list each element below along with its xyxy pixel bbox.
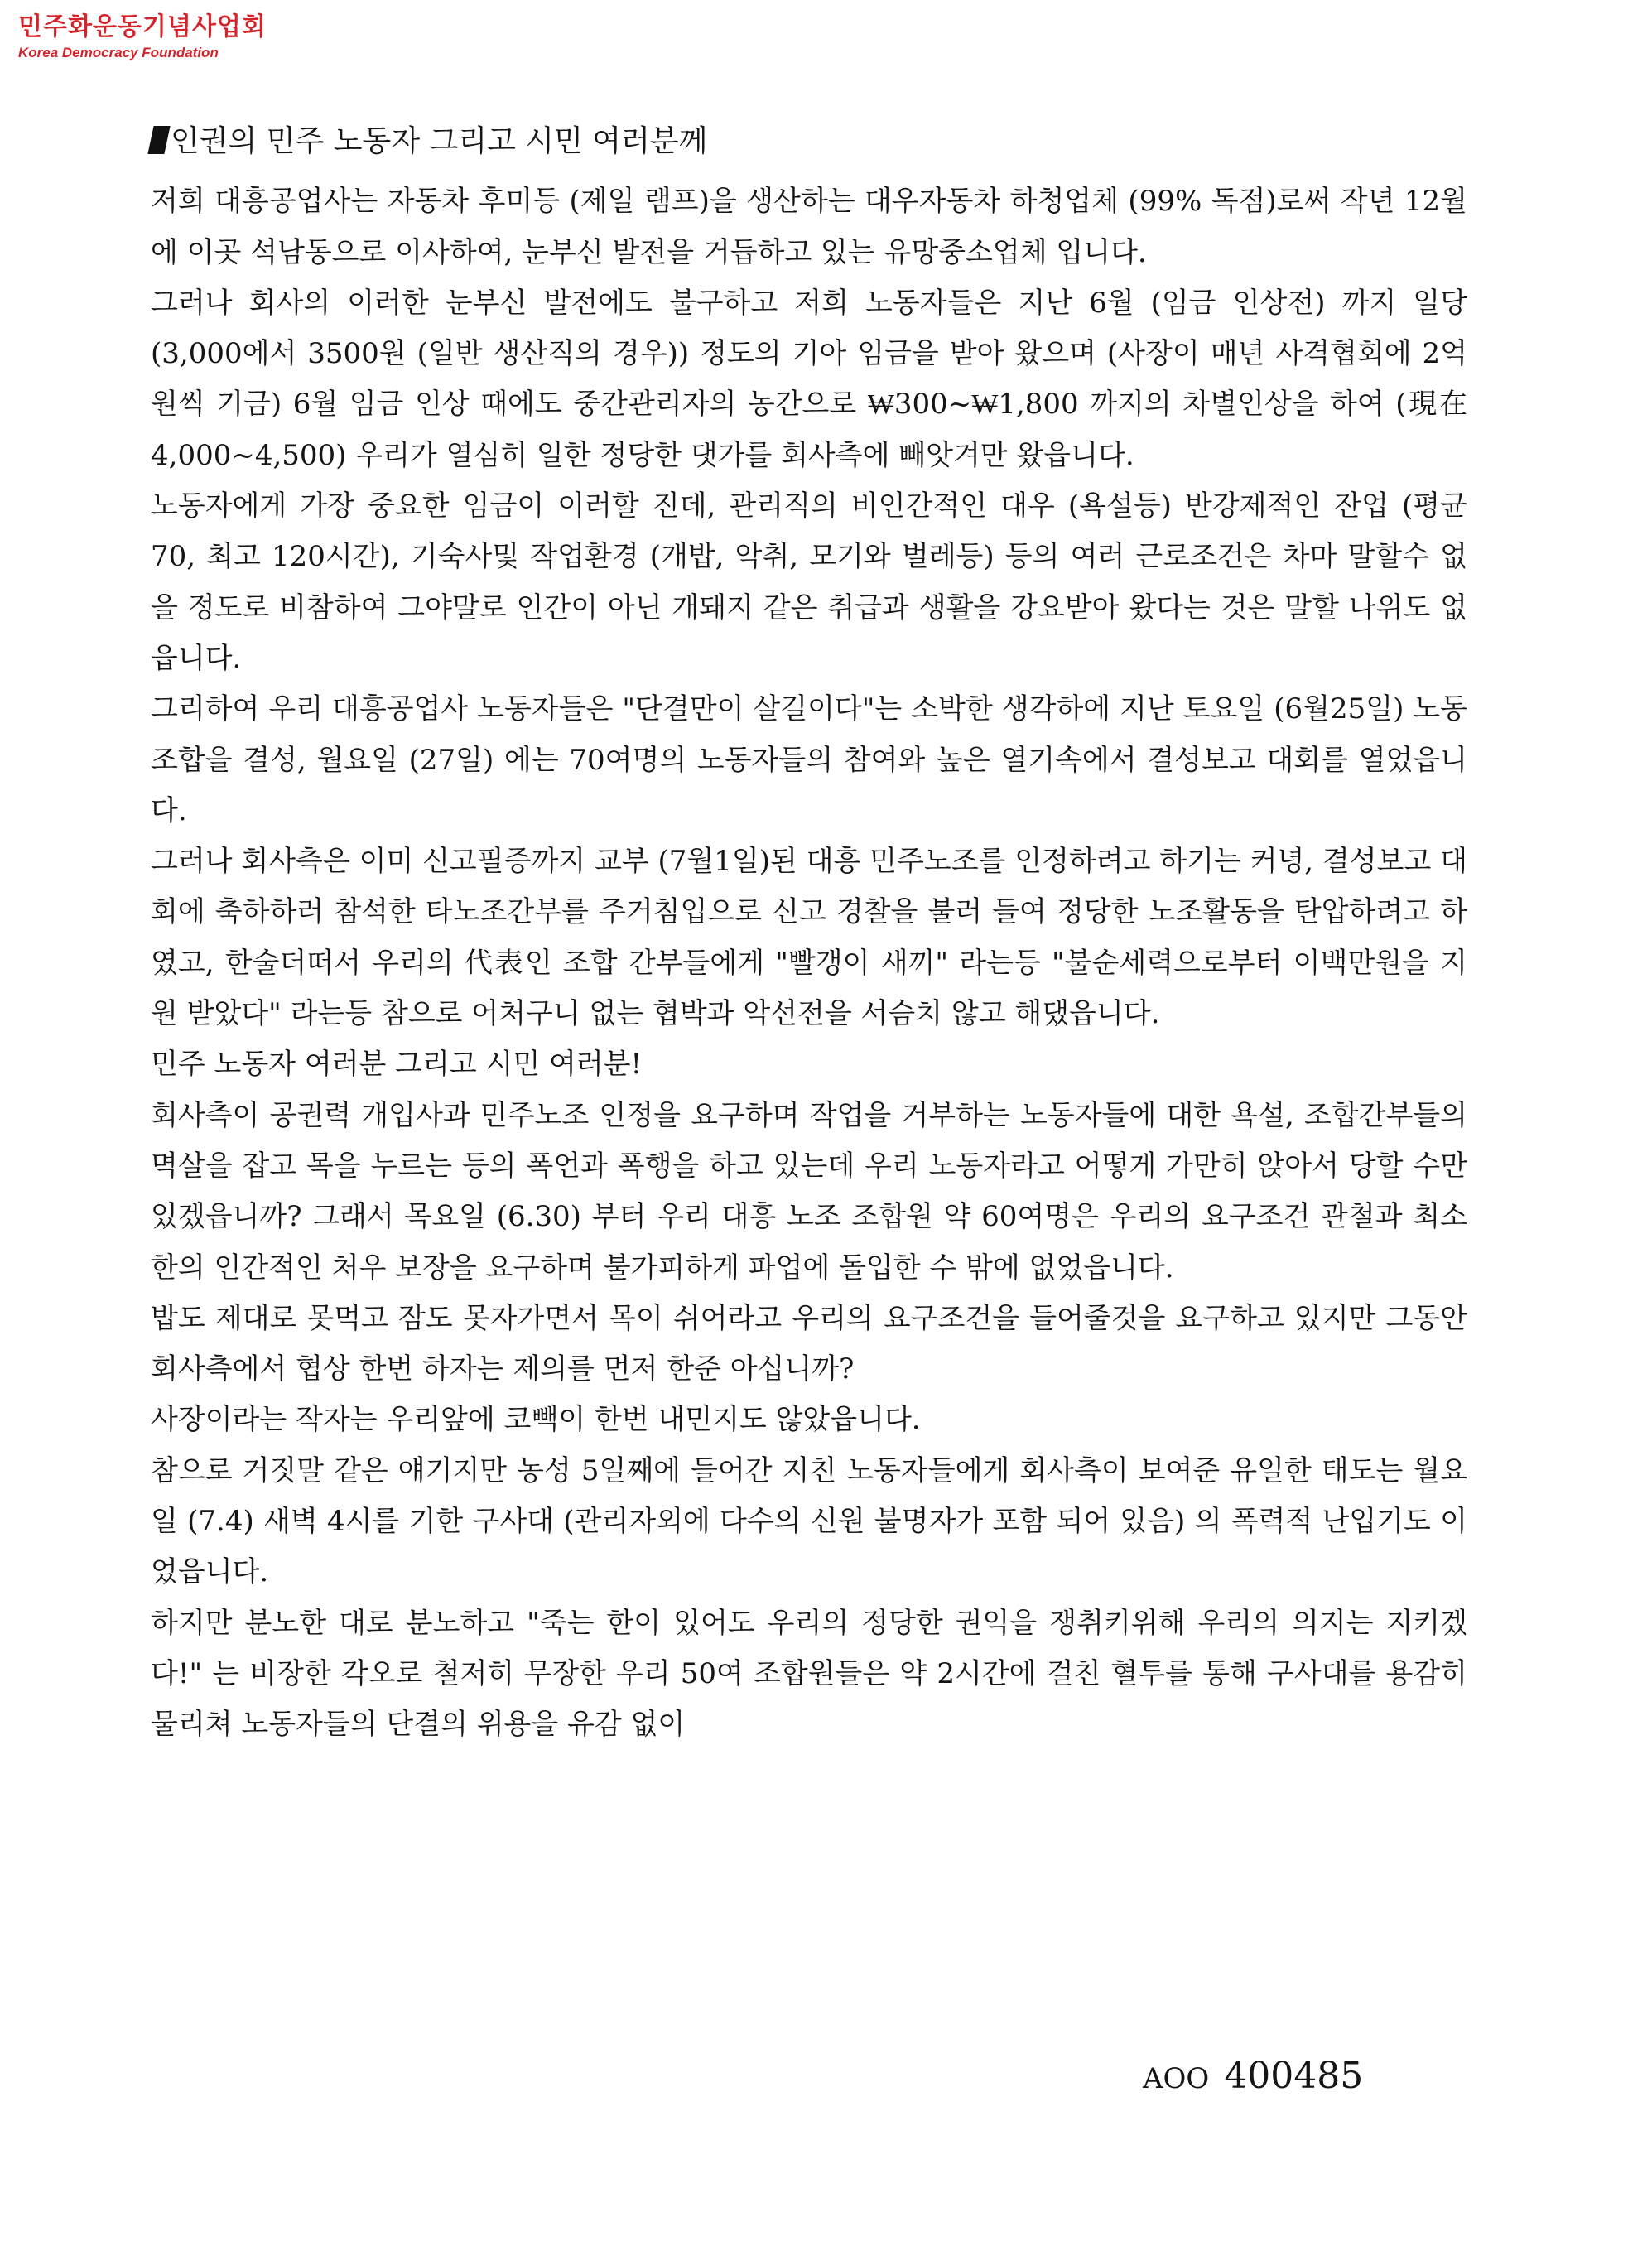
- letter-paragraph-7: 회사측이 공권력 개입사과 민주노조 인정을 요구하며 작업을 거부하는 노동자들에 대한 욕설, 조합간부들의 멱살을 잡고 목을 누르는 등의 폭언과 폭행을 하고 있는데 우리 노동자라고 어떻게 가만히 앉아서 당할 수만 있겠읍니까? 그래서 목요일 (6.30) 부터 우리 대흥 노조 조합원 약 60여명은 우리의 요구조건 관철과 최소한의 인간적인 처우 보장을 요구하며 불가피하게 파업에 돌입한 수 밖에 없었읍니다.: [151, 1098, 1467, 1285]
- letter-paragraph-11: 하지만 분노한 대로 분노하고 "죽는 한이 있어도 우리의 정당한 권익을 쟁취키위해 우리의 의지는 지키겠다!" 는 비장한 각오로 철저히 무장한 우리 50여 조합원들은 약 2시간에 걸친 혈투를 통해 구사대를 용감히 물리쳐 노동자들의 단결의 위용을 유감 없이: [151, 1606, 1467, 1742]
- watermark-english: Korea Democracy Foundation: [18, 45, 219, 60]
- letter-title-line: [151, 116, 1467, 166]
- letter-paragraph-10: 참으로 거짓말 같은 얘기지만 농성 5일째에 들어간 지친 노동자들에게 회사측이 보여준 유일한 태도는 월요일 (7.4) 새벽 4시를 기한 구사대 (관리자외에 다수의 신원 불명자가 포함 되어 있음) 의 폭력적 난입기도 이었읍니다.: [151, 1453, 1467, 1589]
- letter-paragraph-4: 그리하여 우리 대흥공업사 노동자들은 "단결만이 살길이다"는 소박한 생각하에 지난 토요일 (6월25일) 노동조합을 결성, 월요일 (27일) 에는 70여명의 노동자들의 참여와 높은 열기속에서 결성보고 대회를 열었읍니다.: [151, 692, 1467, 827]
- letter-paragraph-6: 민주 노동자 여러분 그리고 시민 여러분!: [151, 1048, 643, 1082]
- archive-number-prefix: AOO: [1143, 2062, 1210, 2095]
- watermark-korean: 민주화운동기념사업회: [18, 12, 267, 41]
- handwritten-letter: [151, 116, 1467, 1751]
- ink-blot-mark: [147, 126, 170, 154]
- letter-paragraph-5: 그러나 회사측은 이미 신고필증까지 교부 (7월1일)된 대흥 민주노조를 인정하려고 하기는 커녕, 결성보고 대회에 축하하러 참석한 타노조간부를 주거침입으로 신고 경찰을 불러 들여 정당한 노조활동을 탄압하려고 하였고, 한술더떠서 우리의 代表인 조합 간부들에게 "빨갱이 새끼" 라는등 "불순세력으로부터 이백만원을 지원 받았다" 라는등 참으로 어처구니 없는 협박과 악선전을 서슴치 않고 해댔읍니다.: [151, 845, 1467, 1031]
- letter-paragraph-8: 밥도 제대로 못먹고 잠도 못자가면서 목이 쉬어라고 우리의 요구조건을 들어줄것을 요구하고 있지만 그동안 회사측에서 협상 한번 하자는 제의를 먼저 한준 아십니까?: [151, 1301, 1467, 1386]
- letter-paragraph-2: 그러나 회사의 이러한 눈부신 발전에도 불구하고 저희 노동자들은 지난 6월 (임금 인상전) 까지 일당 (3,000에서 3500원 (일반 생산직의 경우)) 정도의 기아 임금을 받아 왔으며 (사장이 매년 사격협회에 2억원씩 기금) 6월 임금 인상 때에도 중간관리자의 농간으로 ₩300~₩1,800 까지의 차별인상을 하여 (現在 4,000~4,500) 우리가 열심히 일한 정당한 댓가를 회사측에 빼앗겨만 왔읍니다.: [151, 286, 1467, 472]
- letter-paragraph-3: 노동자에게 가장 중요한 임금이 이러할 진데, 관리직의 비인간적인 대우 (욕설등) 반강제적인 잔업 (평균 70, 최고 120시간), 기숙사및 작업환경 (개밥, 악취, 모기와 벌레등) 등의 여러 근로조건은 차마 말할수 없을 정도로 비참하여 그야말로 인간이 아닌 개돼지 같은 취급과 생활을 강요받아 왔다는 것은 말할 나위도 없읍니다.: [151, 489, 1467, 675]
- foundation-watermark: [18, 12, 267, 61]
- letter-paragraph-1: 저희 대흥공업사는 자동차 후미등 (제일 램프)을 생산하는 대우자동차 하청업체 (99% 독점)로써 작년 12월에 이곳 석남동으로 이사하여, 눈부신 발전을 거듭하고 있는 유망중소업체 입니다.: [151, 185, 1467, 269]
- archive-number: 400485: [1224, 2055, 1364, 2097]
- letter-title: 인권의 민주 노동자 그리고 시민 여러분께: [171, 124, 708, 158]
- archive-number-stamp: [1143, 2054, 1363, 2101]
- letter-paragraph-9: 사장이라는 작자는 우리앞에 코빽이 한번 내민지도 않았읍니다.: [151, 1403, 921, 1437]
